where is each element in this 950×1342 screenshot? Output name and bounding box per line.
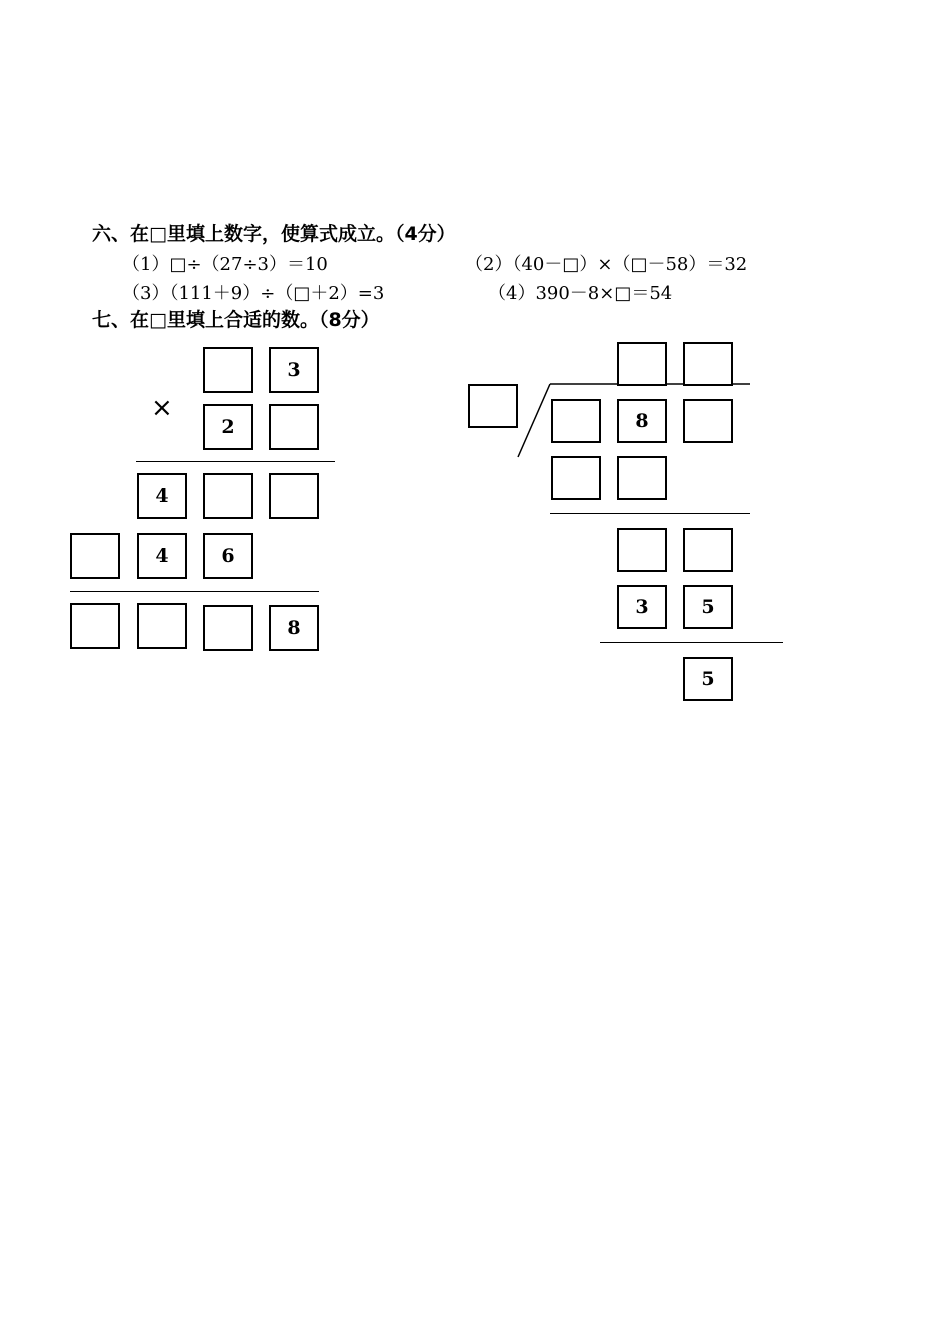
div-step1-box-1[interactable] <box>551 456 601 500</box>
equation-2: （2）（40－□）×（□－58）＝32 <box>465 254 748 275</box>
div-dividend-box-3[interactable] <box>683 399 733 443</box>
div-remainder1-box-2[interactable] <box>683 528 733 572</box>
equation-3: （3）（111＋9）÷（□＋2）=3 <box>122 283 385 304</box>
equation-1: （1）□÷（27÷3）＝10 <box>122 254 328 275</box>
mult-factor1-ones-box[interactable]: 3 <box>269 347 319 393</box>
div-step2-box-2[interactable]: 5 <box>683 585 733 629</box>
div-quotient-box-2[interactable] <box>683 342 733 386</box>
div-step1-box-2[interactable] <box>617 456 667 500</box>
div-dividend-box-2[interactable]: 8 <box>617 399 667 443</box>
div-rule-2 <box>600 642 783 643</box>
mult-factor2-tens-box[interactable]: 2 <box>203 404 253 450</box>
div-remainder2-box[interactable]: 5 <box>683 657 733 701</box>
div-step2-box-1[interactable]: 3 <box>617 585 667 629</box>
equation-4: （4）390－8×□＝54 <box>488 283 673 304</box>
section-7-heading: 七、在□里填上合适的数。（8分） <box>92 309 380 331</box>
div-divisor-box[interactable] <box>468 384 518 428</box>
div-dividend-box-1[interactable] <box>551 399 601 443</box>
mult-partial2-box-3[interactable]: 6 <box>203 533 253 579</box>
div-remainder1-box-1[interactable] <box>617 528 667 572</box>
div-rule-1 <box>550 513 750 514</box>
multiply-sign: × <box>151 393 173 423</box>
mult-partial1-box-1[interactable]: 4 <box>137 473 187 519</box>
mult-partial2-box-2[interactable]: 4 <box>137 533 187 579</box>
div-quotient-box-1[interactable] <box>617 342 667 386</box>
mult-product-box-4[interactable]: 8 <box>269 605 319 651</box>
section-6-heading: 六、在□里填上数字，使算式成立。（4分） <box>92 223 456 245</box>
